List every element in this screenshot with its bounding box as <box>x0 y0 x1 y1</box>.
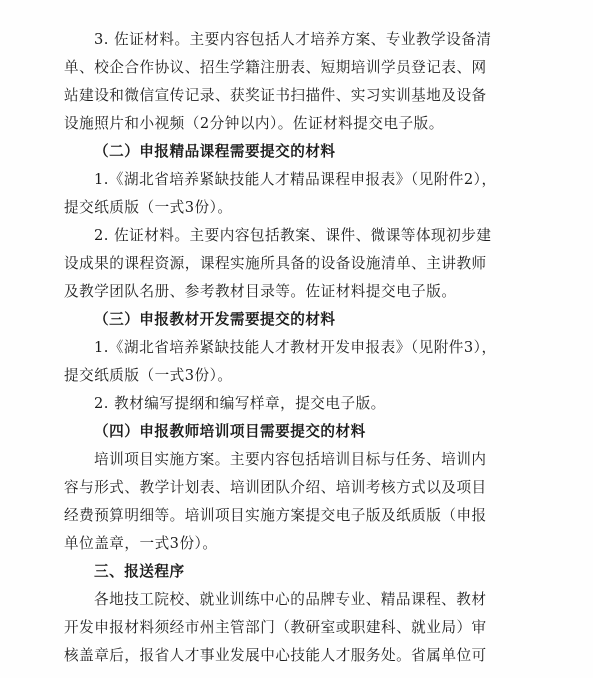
section-heading-courses: （二）申报精品课程需要提交的材料 <box>94 143 336 160</box>
paragraph-line-3: 站建设和微信宣传记录、获奖证书扫描件、实习实训基地及设备 <box>64 87 487 104</box>
paragraph-line-14: 2. 教材编写提纲和编写样章，提交电子版。 <box>94 395 386 412</box>
paragraph-line-21: 各地技工院校、就业训练中心的品牌专业、精品课程、教材 <box>94 591 487 608</box>
paragraph-line-7: 提交纸质版（一式3份）。 <box>64 199 233 216</box>
paragraph-line-10: 及教学团队名册、参考教材目录等。佐证材料提交电子版。 <box>64 283 457 300</box>
paragraph-line-16: 培训项目实施方案。主要内容包括培训目标与任务、培训内 <box>94 451 487 468</box>
paragraph-line-1: 3. 佐证材料。主要内容包括人才培养方案、专业教学设备清 <box>94 31 492 48</box>
paragraph-line-2: 单、校企合作协议、招生学籍注册表、短期培训学员登记表、网 <box>64 59 487 76</box>
paragraph-line-9: 设成果的课程资源，课程实施所具备的设备设施清单、主讲教师 <box>64 255 487 272</box>
paragraph-line-12: 1.《湖北省培养紧缺技能人才教材开发申报表》（见附件3）， <box>94 339 497 356</box>
paragraph-line-19: 单位盖章，一式3份）。 <box>64 535 218 552</box>
paragraph-line-23: 核盖章后，报省人才事业发展中心技能人才服务处。省属单位可 <box>64 647 487 664</box>
paragraph-line-6: 1.《湖北省培养紧缺技能人才精品课程申报表》（见附件2）， <box>94 171 497 188</box>
paragraph-line-13: 提交纸质版（一式3份）。 <box>64 367 233 384</box>
paragraph-line-4: 设施照片和小视频（2分钟以内）。佐证材料提交电子版。 <box>64 115 444 132</box>
section-heading-textbooks: （三）申报教材开发需要提交的材料 <box>94 311 336 328</box>
paragraph-line-22: 开发申报材料须经市州主管部门（教研室或职建科、就业局）审 <box>64 619 487 636</box>
paragraph-line-18: 经费预算明细等。培训项目实施方案提交电子版及纸质版（申报 <box>64 507 487 524</box>
paragraph-line-8: 2. 佐证材料。主要内容包括教案、课件、微课等体现初步建 <box>94 227 492 244</box>
section-heading-teacher-training: （四）申报教师培训项目需要提交的材料 <box>94 423 366 440</box>
section-heading-procedure: 三、报送程序 <box>94 563 185 580</box>
paragraph-line-17: 容与形式、教学计划表、培训团队介绍、培训考核方式以及项目 <box>64 479 487 496</box>
